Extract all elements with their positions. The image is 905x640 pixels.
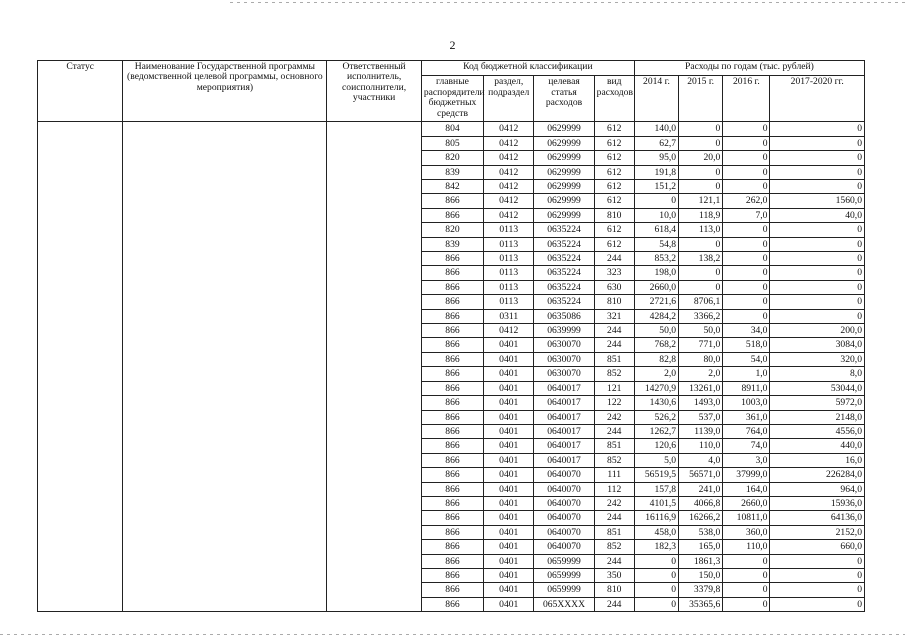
- target-item-cell: 0640017: [534, 396, 594, 410]
- expense-type-cell: 244: [594, 424, 634, 438]
- years-2017-2020-cell: 200,0: [770, 324, 865, 338]
- year-2016-cell: 518,0: [723, 338, 770, 352]
- grbs-cell: 866: [421, 410, 483, 424]
- expense-type-cell: 851: [594, 352, 634, 366]
- grbs-cell: 866: [421, 396, 483, 410]
- target-item-cell: 0640070: [534, 511, 594, 525]
- header-budget-code: Код бюджетной классификации: [421, 61, 634, 76]
- year-2015-cell: 3366,2: [679, 309, 723, 323]
- target-item-cell: 0640070: [534, 540, 594, 554]
- years-2017-2020-cell: 8,0: [770, 367, 865, 381]
- target-item-cell: 0659999: [534, 568, 594, 582]
- section-cell: 0113: [484, 280, 534, 294]
- year-2016-cell: 0: [723, 252, 770, 266]
- grbs-cell: 866: [421, 468, 483, 482]
- year-2016-cell: 0: [723, 266, 770, 280]
- year-2016-cell: 0: [723, 136, 770, 150]
- years-2017-2020-cell: 53044,0: [770, 381, 865, 395]
- year-2014-cell: 0: [634, 597, 678, 611]
- expense-type-cell: 852: [594, 367, 634, 381]
- year-2014-cell: 140,0: [634, 122, 678, 136]
- year-2016-cell: 2660,0: [723, 496, 770, 510]
- years-2017-2020-cell: 660,0: [770, 540, 865, 554]
- year-2014-cell: 2,0: [634, 367, 678, 381]
- year-2016-cell: 110,0: [723, 540, 770, 554]
- section-cell: 0401: [484, 525, 534, 539]
- grbs-cell: 866: [421, 439, 483, 453]
- target-item-cell: 0639999: [534, 324, 594, 338]
- grbs-cell: 866: [421, 208, 483, 222]
- target-item-cell: 0629999: [534, 208, 594, 222]
- expense-type-cell: 323: [594, 266, 634, 280]
- year-2016-cell: 1,0: [723, 367, 770, 381]
- years-2017-2020-cell: 0: [770, 151, 865, 165]
- year-2014-cell: 56519,5: [634, 468, 678, 482]
- year-2015-cell: 13261,0: [679, 381, 723, 395]
- expense-type-cell: 244: [594, 554, 634, 568]
- target-item-cell: 0640017: [534, 439, 594, 453]
- years-2017-2020-cell: 5972,0: [770, 396, 865, 410]
- years-2017-2020-cell: 0: [770, 568, 865, 582]
- years-2017-2020-cell: 40,0: [770, 208, 865, 222]
- expense-type-cell: 112: [594, 482, 634, 496]
- expense-type-cell: 244: [594, 597, 634, 611]
- years-2017-2020-cell: 964,0: [770, 482, 865, 496]
- years-2017-2020-cell: 3084,0: [770, 338, 865, 352]
- section-cell: 0401: [484, 511, 534, 525]
- section-cell: 0401: [484, 367, 534, 381]
- section-cell: 0113: [484, 252, 534, 266]
- table-row: [38, 122, 865, 136]
- expense-type-cell: 111: [594, 468, 634, 482]
- years-2017-2020-cell: 0: [770, 165, 865, 179]
- target-item-cell: 0640017: [534, 453, 594, 467]
- year-2016-cell: 0: [723, 280, 770, 294]
- year-2015-cell: 113,0: [679, 223, 723, 237]
- target-item-cell: 0635224: [534, 280, 594, 294]
- grbs-cell: 842: [421, 180, 483, 194]
- grbs-cell: 866: [421, 540, 483, 554]
- year-2016-cell: 0: [723, 180, 770, 194]
- target-item-cell: 0659999: [534, 554, 594, 568]
- section-cell: 0412: [484, 136, 534, 150]
- expense-type-cell: 851: [594, 439, 634, 453]
- expense-type-cell: 612: [594, 237, 634, 251]
- expense-type-cell: 244: [594, 252, 634, 266]
- header-year-2016: 2016 г.: [723, 76, 770, 122]
- year-2014-cell: 16116,9: [634, 511, 678, 525]
- target-item-cell: 065XXXX: [534, 597, 594, 611]
- year-2015-cell: 0: [679, 237, 723, 251]
- expense-type-cell: 612: [594, 151, 634, 165]
- year-2015-cell: 16266,2: [679, 511, 723, 525]
- expense-type-cell: 810: [594, 295, 634, 309]
- years-2017-2020-cell: 0: [770, 280, 865, 294]
- grbs-cell: 866: [421, 597, 483, 611]
- year-2015-cell: 80,0: [679, 352, 723, 366]
- grbs-cell: 866: [421, 381, 483, 395]
- year-2014-cell: 526,2: [634, 410, 678, 424]
- target-item-cell: 0640070: [534, 525, 594, 539]
- grbs-cell: 866: [421, 482, 483, 496]
- target-item-cell: 0629999: [534, 122, 594, 136]
- year-2016-cell: 54,0: [723, 352, 770, 366]
- target-item-cell: 0640070: [534, 468, 594, 482]
- grbs-cell: 866: [421, 583, 483, 597]
- header-expense-type: вид расходов: [594, 76, 634, 122]
- grbs-cell: 804: [421, 122, 483, 136]
- grbs-cell: 866: [421, 424, 483, 438]
- year-2015-cell: 1861,3: [679, 554, 723, 568]
- years-2017-2020-cell: 1560,0: [770, 194, 865, 208]
- section-cell: 0401: [484, 482, 534, 496]
- header-expenses-by-year: Расходы по годам (тыс. рублей): [634, 61, 864, 76]
- section-cell: 0412: [484, 151, 534, 165]
- target-item-cell: 0630070: [534, 367, 594, 381]
- section-cell: 0401: [484, 554, 534, 568]
- years-2017-2020-cell: 0: [770, 252, 865, 266]
- year-2014-cell: 157,8: [634, 482, 678, 496]
- year-2015-cell: 50,0: [679, 324, 723, 338]
- program-name-cell: [123, 122, 327, 612]
- grbs-cell: 839: [421, 165, 483, 179]
- target-item-cell: 0635086: [534, 309, 594, 323]
- years-2017-2020-cell: 0: [770, 583, 865, 597]
- year-2015-cell: 1139,0: [679, 424, 723, 438]
- section-cell: 0401: [484, 352, 534, 366]
- year-2015-cell: 771,0: [679, 338, 723, 352]
- scan-artifact-bottom: [0, 634, 905, 635]
- year-2016-cell: 262,0: [723, 194, 770, 208]
- section-cell: 0401: [484, 424, 534, 438]
- year-2016-cell: 164,0: [723, 482, 770, 496]
- grbs-cell: 820: [421, 151, 483, 165]
- target-item-cell: 0629999: [534, 136, 594, 150]
- year-2015-cell: 35365,6: [679, 597, 723, 611]
- year-2016-cell: 74,0: [723, 439, 770, 453]
- year-2016-cell: 0: [723, 583, 770, 597]
- target-item-cell: 0629999: [534, 151, 594, 165]
- header-target-item: целевая статья расходов: [534, 76, 594, 122]
- expense-type-cell: 122: [594, 396, 634, 410]
- section-cell: 0401: [484, 410, 534, 424]
- grbs-cell: 866: [421, 453, 483, 467]
- grbs-cell: 866: [421, 568, 483, 582]
- target-item-cell: 0635224: [534, 295, 594, 309]
- expense-type-cell: 350: [594, 568, 634, 582]
- year-2015-cell: 0: [679, 280, 723, 294]
- target-item-cell: 0635224: [534, 237, 594, 251]
- years-2017-2020-cell: 15936,0: [770, 496, 865, 510]
- year-2014-cell: 54,8: [634, 237, 678, 251]
- expense-type-cell: 244: [594, 324, 634, 338]
- years-2017-2020-cell: 0: [770, 597, 865, 611]
- section-cell: 0412: [484, 324, 534, 338]
- year-2016-cell: 0: [723, 295, 770, 309]
- target-item-cell: 0635224: [534, 252, 594, 266]
- year-2016-cell: 0: [723, 597, 770, 611]
- year-2015-cell: 0: [679, 266, 723, 280]
- expense-type-cell: 244: [594, 511, 634, 525]
- years-2017-2020-cell: 0: [770, 309, 865, 323]
- year-2015-cell: 2,0: [679, 367, 723, 381]
- years-2017-2020-cell: 0: [770, 237, 865, 251]
- section-cell: 0401: [484, 583, 534, 597]
- grbs-cell: 866: [421, 295, 483, 309]
- expense-type-cell: 121: [594, 381, 634, 395]
- responsible-cell: [327, 122, 421, 612]
- year-2015-cell: 110,0: [679, 439, 723, 453]
- header-row-1: [38, 61, 865, 76]
- grbs-cell: 866: [421, 266, 483, 280]
- target-item-cell: 0630070: [534, 338, 594, 352]
- year-2014-cell: 50,0: [634, 324, 678, 338]
- year-2014-cell: 853,2: [634, 252, 678, 266]
- year-2014-cell: 198,0: [634, 266, 678, 280]
- section-cell: 0401: [484, 396, 534, 410]
- target-item-cell: 0629999: [534, 194, 594, 208]
- year-2014-cell: 618,4: [634, 223, 678, 237]
- years-2017-2020-cell: 0: [770, 266, 865, 280]
- year-2015-cell: 0: [679, 122, 723, 136]
- year-2014-cell: 4101,5: [634, 496, 678, 510]
- year-2014-cell: 182,3: [634, 540, 678, 554]
- target-item-cell: 0635224: [534, 266, 594, 280]
- page-number: 2: [449, 38, 456, 52]
- section-cell: 0401: [484, 568, 534, 582]
- year-2015-cell: 4,0: [679, 453, 723, 467]
- year-2014-cell: 2660,0: [634, 280, 678, 294]
- section-cell: 0113: [484, 223, 534, 237]
- expense-type-cell: 612: [594, 180, 634, 194]
- header-section: раздел, подраздел: [484, 76, 534, 122]
- year-2014-cell: 768,2: [634, 338, 678, 352]
- section-cell: 0113: [484, 295, 534, 309]
- year-2015-cell: 118,9: [679, 208, 723, 222]
- year-2015-cell: 20,0: [679, 151, 723, 165]
- year-2016-cell: 361,0: [723, 410, 770, 424]
- expense-type-cell: 612: [594, 136, 634, 150]
- header-responsible: Ответственный исполнитель, соисполнители, участники: [327, 61, 421, 122]
- year-2016-cell: 0: [723, 151, 770, 165]
- expense-type-cell: 242: [594, 496, 634, 510]
- expense-type-cell: 244: [594, 338, 634, 352]
- target-item-cell: 0629999: [534, 165, 594, 179]
- expense-type-cell: 852: [594, 540, 634, 554]
- expense-type-cell: 612: [594, 165, 634, 179]
- year-2015-cell: 4066,8: [679, 496, 723, 510]
- grbs-cell: 866: [421, 554, 483, 568]
- year-2016-cell: 10811,0: [723, 511, 770, 525]
- scan-artifact-top: [230, 2, 905, 3]
- year-2016-cell: 8911,0: [723, 381, 770, 395]
- grbs-cell: 805: [421, 136, 483, 150]
- target-item-cell: 0640070: [534, 482, 594, 496]
- section-cell: 0401: [484, 540, 534, 554]
- section-cell: 0412: [484, 180, 534, 194]
- header-years-2017-2020: 2017-2020 гг.: [770, 76, 865, 122]
- years-2017-2020-cell: 0: [770, 136, 865, 150]
- section-cell: 0401: [484, 439, 534, 453]
- header-grbs: главные распорядители бюджетных средств: [421, 76, 483, 122]
- header-year-2015: 2015 г.: [679, 76, 723, 122]
- year-2016-cell: 0: [723, 237, 770, 251]
- year-2014-cell: 1430,6: [634, 396, 678, 410]
- grbs-cell: 866: [421, 338, 483, 352]
- section-cell: 0113: [484, 266, 534, 280]
- year-2014-cell: 458,0: [634, 525, 678, 539]
- year-2016-cell: 1003,0: [723, 396, 770, 410]
- section-cell: 0401: [484, 496, 534, 510]
- years-2017-2020-cell: 64136,0: [770, 511, 865, 525]
- section-cell: 0412: [484, 208, 534, 222]
- year-2014-cell: 10,0: [634, 208, 678, 222]
- expense-type-cell: 630: [594, 280, 634, 294]
- target-item-cell: 0630070: [534, 352, 594, 366]
- section-cell: 0311: [484, 309, 534, 323]
- year-2016-cell: 0: [723, 165, 770, 179]
- years-2017-2020-cell: 2152,0: [770, 525, 865, 539]
- grbs-cell: 820: [421, 223, 483, 237]
- target-item-cell: 0640017: [534, 381, 594, 395]
- years-2017-2020-cell: 0: [770, 223, 865, 237]
- section-cell: 0401: [484, 338, 534, 352]
- section-cell: 0401: [484, 453, 534, 467]
- year-2015-cell: 3379,8: [679, 583, 723, 597]
- year-2014-cell: 62,7: [634, 136, 678, 150]
- years-2017-2020-cell: 16,0: [770, 453, 865, 467]
- expense-type-cell: 612: [594, 223, 634, 237]
- grbs-cell: 866: [421, 309, 483, 323]
- target-item-cell: 0659999: [534, 583, 594, 597]
- year-2014-cell: 0: [634, 194, 678, 208]
- header-year-2014: 2014 г.: [634, 76, 678, 122]
- target-item-cell: 0629999: [534, 180, 594, 194]
- year-2016-cell: 0: [723, 554, 770, 568]
- grbs-cell: 866: [421, 496, 483, 510]
- years-2017-2020-cell: 0: [770, 180, 865, 194]
- year-2014-cell: 2721,6: [634, 295, 678, 309]
- year-2016-cell: 7,0: [723, 208, 770, 222]
- year-2016-cell: 360,0: [723, 525, 770, 539]
- year-2014-cell: 0: [634, 568, 678, 582]
- expense-type-cell: 612: [594, 194, 634, 208]
- year-2014-cell: 95,0: [634, 151, 678, 165]
- years-2017-2020-cell: 320,0: [770, 352, 865, 366]
- section-cell: 0412: [484, 194, 534, 208]
- target-item-cell: 0640017: [534, 410, 594, 424]
- expense-type-cell: 810: [594, 208, 634, 222]
- year-2015-cell: 1493,0: [679, 396, 723, 410]
- section-cell: 0113: [484, 237, 534, 251]
- year-2016-cell: 764,0: [723, 424, 770, 438]
- year-2015-cell: 0: [679, 136, 723, 150]
- grbs-cell: 839: [421, 237, 483, 251]
- year-2016-cell: 37999,0: [723, 468, 770, 482]
- grbs-cell: 866: [421, 194, 483, 208]
- years-2017-2020-cell: 2148,0: [770, 410, 865, 424]
- year-2015-cell: 241,0: [679, 482, 723, 496]
- year-2015-cell: 8706,1: [679, 295, 723, 309]
- target-item-cell: 0640017: [534, 424, 594, 438]
- section-cell: 0401: [484, 468, 534, 482]
- grbs-cell: 866: [421, 352, 483, 366]
- year-2016-cell: 0: [723, 309, 770, 323]
- year-2016-cell: 0: [723, 568, 770, 582]
- year-2015-cell: 537,0: [679, 410, 723, 424]
- year-2014-cell: 5,0: [634, 453, 678, 467]
- years-2017-2020-cell: 4556,0: [770, 424, 865, 438]
- year-2015-cell: 138,2: [679, 252, 723, 266]
- year-2014-cell: 82,8: [634, 352, 678, 366]
- section-cell: 0412: [484, 165, 534, 179]
- year-2015-cell: 150,0: [679, 568, 723, 582]
- year-2015-cell: 538,0: [679, 525, 723, 539]
- year-2014-cell: 4284,2: [634, 309, 678, 323]
- grbs-cell: 866: [421, 367, 483, 381]
- expense-type-cell: 242: [594, 410, 634, 424]
- expense-type-cell: 810: [594, 583, 634, 597]
- target-item-cell: 0640070: [534, 496, 594, 510]
- grbs-cell: 866: [421, 252, 483, 266]
- year-2015-cell: 0: [679, 165, 723, 179]
- section-cell: 0401: [484, 381, 534, 395]
- section-cell: 0401: [484, 597, 534, 611]
- year-2015-cell: 165,0: [679, 540, 723, 554]
- years-2017-2020-cell: 226284,0: [770, 468, 865, 482]
- header-status: Статус: [38, 61, 123, 122]
- year-2016-cell: 0: [723, 122, 770, 136]
- year-2015-cell: 121,1: [679, 194, 723, 208]
- header-program-name: Наименование Государственной программы (ведомственной целевой программы, основного мероприятия): [123, 61, 327, 122]
- years-2017-2020-cell: 0: [770, 295, 865, 309]
- grbs-cell: 866: [421, 525, 483, 539]
- years-2017-2020-cell: 0: [770, 554, 865, 568]
- grbs-cell: 866: [421, 280, 483, 294]
- year-2015-cell: 0: [679, 180, 723, 194]
- expense-type-cell: 321: [594, 309, 634, 323]
- expense-type-cell: 612: [594, 122, 634, 136]
- year-2014-cell: 0: [634, 583, 678, 597]
- target-item-cell: 0635224: [534, 223, 594, 237]
- years-2017-2020-cell: 440,0: [770, 439, 865, 453]
- year-2014-cell: 14270,9: [634, 381, 678, 395]
- section-cell: 0412: [484, 122, 534, 136]
- year-2014-cell: 120,6: [634, 439, 678, 453]
- year-2016-cell: 3,0: [723, 453, 770, 467]
- year-2015-cell: 56571,0: [679, 468, 723, 482]
- year-2014-cell: 151,2: [634, 180, 678, 194]
- year-2016-cell: 0: [723, 223, 770, 237]
- budget-table: [37, 60, 865, 612]
- status-cell: [38, 122, 123, 612]
- expense-type-cell: 851: [594, 525, 634, 539]
- grbs-cell: 866: [421, 324, 483, 338]
- year-2014-cell: 0: [634, 554, 678, 568]
- years-2017-2020-cell: 0: [770, 122, 865, 136]
- year-2014-cell: 1262,7: [634, 424, 678, 438]
- year-2016-cell: 34,0: [723, 324, 770, 338]
- grbs-cell: 866: [421, 511, 483, 525]
- year-2014-cell: 191,8: [634, 165, 678, 179]
- expense-type-cell: 852: [594, 453, 634, 467]
